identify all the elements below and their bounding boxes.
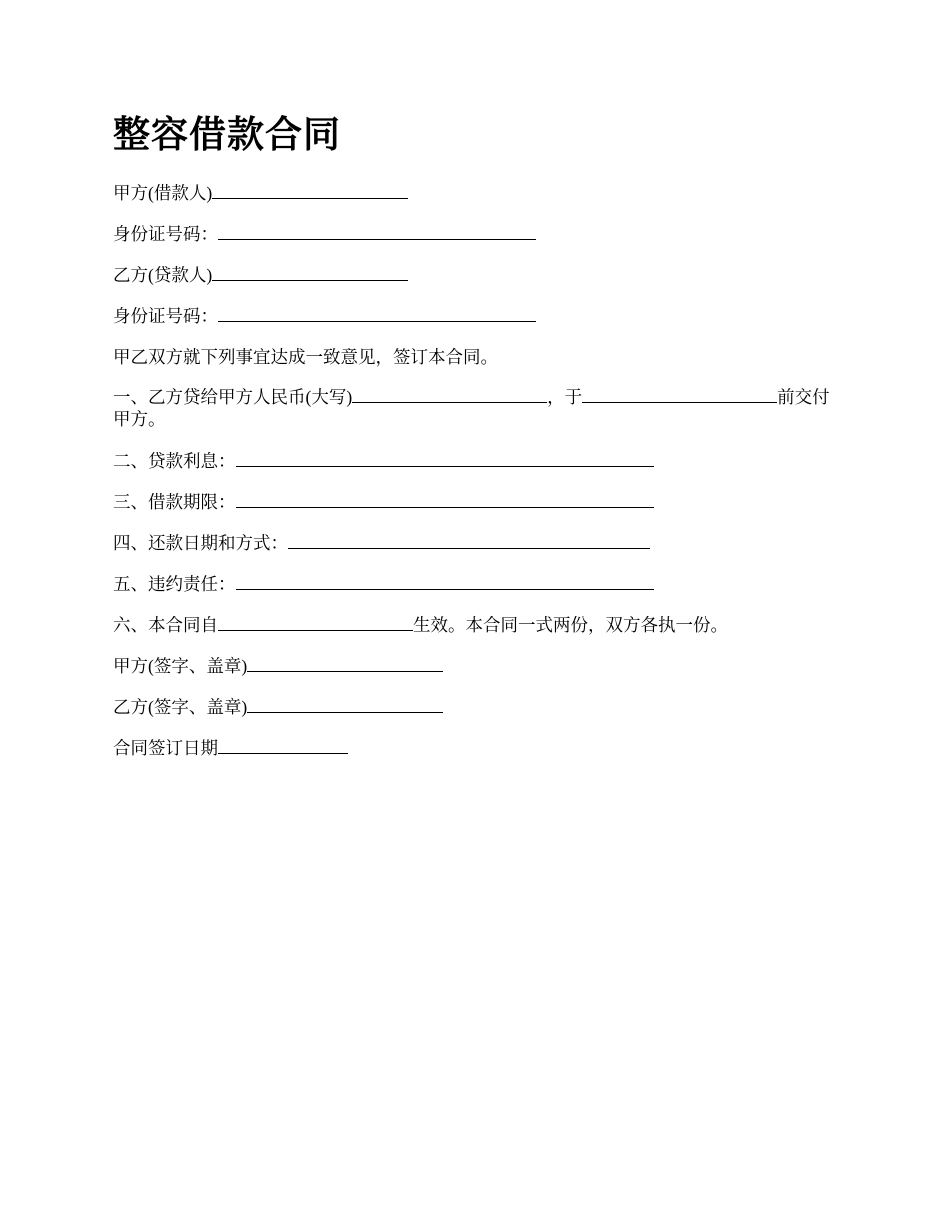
sign-a-line [113,655,443,677]
party-b-label: 乙方(贷款人) [113,265,213,285]
clause-5-label: 五、违约责任： [113,574,236,594]
sign-b-blank[interactable] [247,696,443,713]
clause-1-part1: 一、乙方贷给甲方人民币(大写) [113,387,353,407]
sign-date-label: 合同签订日期 [113,738,218,758]
party-b-id-blank[interactable] [218,305,536,322]
party-b-line [113,264,408,286]
clause-6-blank[interactable] [218,614,413,631]
clause-1-amount-blank[interactable] [352,386,547,403]
party-a-blank[interactable] [212,182,408,199]
clause-6 [113,614,728,636]
clause-2-label: 二、贷款利息： [113,451,236,471]
clause-6-part1: 六、本合同自 [113,615,218,635]
party-b-blank[interactable] [212,264,408,281]
clause-1-part2: ，于 [547,387,583,407]
clause-5 [113,573,654,595]
document-title: 整容借款合同 [113,115,341,156]
party-a-line [113,182,408,204]
sign-b-line [113,696,443,718]
clause-1 [113,386,838,430]
sign-date-blank[interactable] [218,737,348,754]
sign-a-blank[interactable] [247,655,443,672]
sign-a-label: 甲方(签字、盖章) [113,656,248,676]
clause-4-blank[interactable] [288,532,650,549]
clause-4 [113,532,650,554]
clause-6-part2: 生效。本合同一式两份，双方各执一份。 [413,615,728,635]
party-a-id-label: 身份证号码： [113,224,218,244]
party-b-id-line [113,305,536,327]
party-b-id-label: 身份证号码： [113,306,218,326]
sign-b-label: 乙方(签字、盖章) [113,697,248,717]
party-a-id-line [113,223,536,245]
clause-1-date-blank[interactable] [582,386,777,403]
party-a-label: 甲方(借款人) [113,183,213,203]
sign-date-line [113,737,348,759]
clause-3-label: 三、借款期限： [113,492,236,512]
clause-1-part3: 前交付甲方。 [113,387,830,429]
agreement-line: 甲乙双方就下列事宜达成一致意见，签订本合同。 [113,347,498,367]
clause-3 [113,491,654,513]
clause-5-blank[interactable] [236,573,654,590]
clause-2 [113,450,654,472]
clause-2-blank[interactable] [236,450,654,467]
clause-3-blank[interactable] [236,491,654,508]
clause-4-label: 四、还款日期和方式： [113,533,288,553]
party-a-id-blank[interactable] [218,223,536,240]
